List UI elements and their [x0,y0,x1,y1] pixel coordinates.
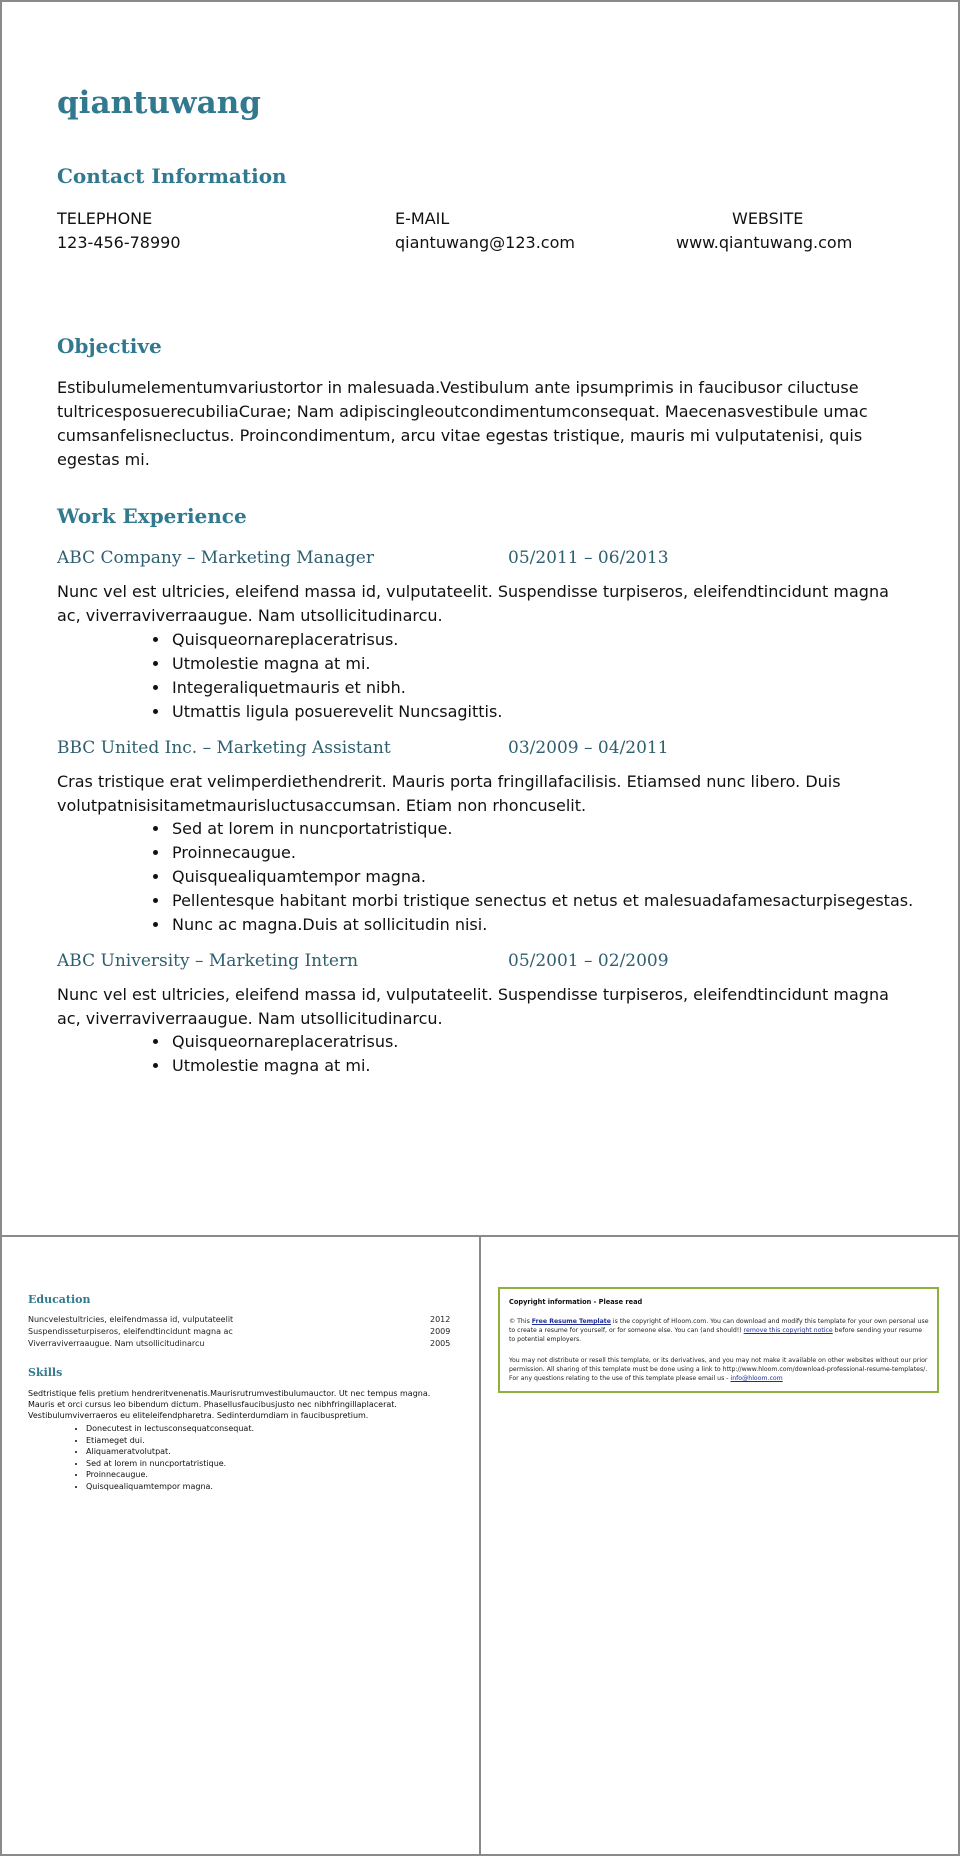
list-item: • Proinnecaugue. [86,1469,254,1481]
education-row-text: Nuncvelestultricies, eleifendmassa id, vulputateelit [28,1315,234,1324]
list-item: • Utmolestie magna at mi. [170,1054,398,1078]
list-item: • Utmolestie magna at mi. [170,652,502,676]
contact-heading: Contact Information [57,164,287,188]
job-bullet-list [150,628,502,724]
job-bullet-list [150,817,913,937]
remove-copyright-link[interactable]: remove this copyright notice [743,1327,833,1334]
job-dates: 03/2009 – 04/2011 [508,738,669,758]
copyright-text: © This [509,1318,532,1325]
job-description: Nunc vel est ultricies, eleifend massa id, vulputateelit. Suspendisse turpiseros, eleifendtincidunt magna ac, viverraviverraaugue. Nam utsollicitudinarcu. [57,582,889,625]
education-row-text: Suspendisseturpiseros, eleifendtincidunt magna ac [28,1327,233,1336]
email-label: E-MAIL [395,209,450,228]
list-item: • Utmattis ligula posuerevelit Nuncsagittis. [170,700,502,724]
list-item: • Integeraliquetmauris et nibh. [170,676,502,700]
list-item: • Quisqueornareplaceratrisus. [170,628,502,652]
copyright-text: before sending your resume to potential employers. [509,1327,923,1343]
skills-bullet-list [72,1423,254,1493]
education-heading: Education [28,1293,91,1306]
job-bullet-list [150,1030,398,1078]
list-item: • Proinnecaugue. [170,841,913,865]
candidate-name: qiantuwang [57,85,261,121]
telephone-label: TELEPHONE [57,209,153,228]
job-description: Nunc vel est ultricies, eleifend massa id, vulputateelit. Suspendisse turpiseros, eleifendtincidunt magna ac, viverraviverraaugue. Nam utsollicitudinarcu. [57,985,889,1028]
list-item: • Etiameget dui. [86,1435,254,1447]
education-row-year: 2005 [430,1339,451,1348]
copyright-notice-box [498,1287,939,1393]
list-item: • Nunc ac magna.Duis at sollicitudin nisi. [170,913,913,937]
job-title: BBC United Inc. – Marketing Assistant [57,738,391,758]
objective-heading: Objective [57,334,162,358]
copyright-title: Copyright information - Please read [509,1298,643,1306]
list-item: • Pellentesque habitant morbi tristique senectus et netus et malesuadafamesacturpisegestas. [170,889,913,913]
list-item: • Quisquealiquamtempor magna. [86,1481,254,1493]
skills-heading: Skills [28,1366,63,1379]
job-description: Cras tristique erat velimperdiethendrerit. Mauris porta fringillafacilisis. Etiamsed nunc libero. Duis volutpatnisisitametmaurisluctusaccumsan. Etiam non rhoncuselit. [57,772,841,815]
education-row-year: 2012 [430,1315,451,1324]
email-value: qiantuwang@123.com [395,233,575,252]
list-item: • Sed at lorem in nuncportatristique. [170,817,913,841]
education-row-text: Viverraviverraaugue. Nam utsollicitudinarcu [28,1339,205,1348]
job-title: ABC University – Marketing Intern [57,951,359,971]
job-title: ABC Company – Marketing Manager [57,548,374,568]
list-item: • Aliquameratvolutpat. [86,1446,254,1458]
list-item: • Quisquealiquamtempor magna. [170,865,913,889]
copyright-paragraph-2 [509,1356,929,1383]
list-item: • Quisqueornareplaceratrisus. [170,1030,398,1054]
work-experience-heading: Work Experience [57,504,247,528]
website-label: WEBSITE [732,209,804,228]
website-value: www.qiantuwang.com [676,233,853,252]
skills-text: Sedtristique felis pretium hendreritvenenatis.Maurisrutrumvestibulumauctor. Ut nec tempus magna. Mauris et orci cursus leo bibendum dictum. Phasellusfaucibusjusto nec nibhfringillaplacerat. Vestibulumviverraeros eu eliteleifendpharetra. Sedinterdumdiam in faucibuspretium. [28,1389,431,1420]
copyright-paragraph-1 [509,1317,929,1344]
free-resume-template-link[interactable]: Free Resume Template [531,1318,611,1325]
list-item: • Donecutest in lectusconsequatconsequat. [86,1423,254,1435]
list-item: • Sed at lorem in nuncportatristique. [86,1458,254,1470]
copyright-text: is the copyright of Hloom.com. You can download and modify this template for your own personal use to create a resume for yourself, or for someone else. You can (and should!) [509,1318,929,1334]
copyright-text: You may not distribute or resell this template, or its derivatives, and you may not make it available on other websites without our prior permission. All sharing of this template must be done using a link to http://www.hloom.com/download-professional-resume-templates/. For any questions relating to the use of this template please email us - [509,1357,928,1382]
job-dates: 05/2001 – 02/2009 [508,951,669,971]
telephone-value: 123-456-78990 [57,233,181,252]
education-row-year: 2009 [430,1327,451,1336]
job-dates: 05/2011 – 06/2013 [508,548,669,568]
objective-text: Estibulumelementumvariustortor in malesuada.Vestibulum ante ipsumprimis in faucibusor ciluctuse tultricesposuerecubiliaCurae; Nam adipiscingleoutcondimentumconsequat. Maecenasvestibule umac cumsanfelisnecluctus. Proincondimentum, arcu vitae egestas tristique, mauris mi vulputatenisi, quis egestas mi. [57,378,868,469]
email-link[interactable]: info@hloom.com [730,1375,783,1382]
